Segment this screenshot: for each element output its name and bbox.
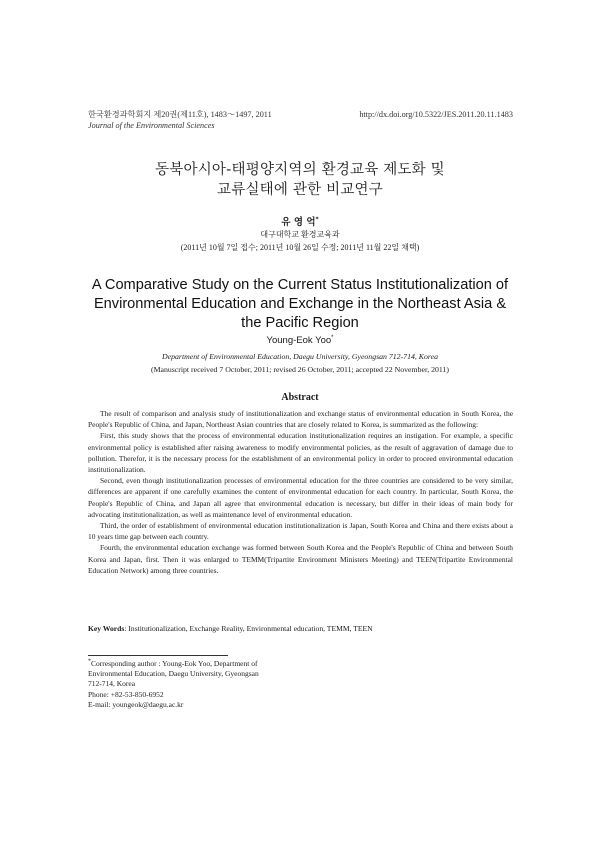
abstract-paragraph: First, this study shows that the process of environmental education institutionalization requires an instigation. For example, a specific environmental policy is established after raising awareness to modify environmental policies, as the result of aggravation of damage due to pollution. Therefor, it is the necessary process for the establishment of an environmental policy in order to proceed environmental education institutionalization. (88, 431, 513, 475)
abstract-paragraph: Fourth, the environmental education exchange was formed between South Korea and the People's Republic of China and between South Korea and Japan, first. Then it was enlarged to TEMM(Tripartite Environment Ministers Meeting) and TEEN(Tripartite Environmental Education Network) among three countries. (88, 543, 513, 575)
affiliation-en: Department of Environmental Education, Daegu University, Gyeongsan 712-714, Korea (162, 352, 438, 361)
author-kr (0, 214, 600, 228)
author-en-name: Young-Eok Yoo (266, 335, 332, 346)
abstract-heading: Abstract (281, 392, 319, 403)
title-kr-line2: 교류실태에 관한 비교연구 (217, 182, 383, 198)
title-en-line1: A Comparative Study on the Current Status Institutionalization of (91, 277, 509, 293)
footnote-line (88, 659, 298, 669)
keywords-value: : Institutionalization, Exchange Reality, Environmental education, TEMM, TEEN (124, 624, 373, 633)
author-kr-mark: * (315, 215, 319, 223)
author-kr-name: 유 영 억 (281, 217, 316, 228)
author-en-mark: * (331, 334, 334, 341)
author-en (0, 335, 600, 346)
title-kr-line1: 동북아시아-태평양지역의 환경교육 제도화 및 (155, 162, 445, 178)
journal-name-en: Journal of the Environmental Sciences (88, 121, 215, 130)
dates-kr: (2011년 10월 7일 접수; 2011년 10월 26일 수정; 2011년 11월 22일 채택) (180, 243, 420, 252)
title-en-line2: Environmental Education and Exchange in the Northeast Asia & (93, 296, 507, 312)
abstract-body (88, 408, 513, 576)
doi-link[interactable]: http://dx.doi.org/10.5322/JES.2011.20.11.1483 (359, 110, 513, 119)
affiliation-kr: 대구대학교 환경교육과 (260, 230, 340, 239)
footnote-email[interactable]: E-mail: youngeok@daegu.ac.kr (88, 699, 184, 709)
footnote (88, 659, 298, 710)
footnote-mark: * (88, 658, 91, 665)
abstract-paragraph: Third, the order of establishment of environmental education institutionalization is Japan, South Korea and China and there exists about a 10 years time gap between each country. (88, 521, 513, 542)
footnote-line: 712-714, Korea (88, 679, 136, 689)
keywords-label: Key Words (88, 624, 125, 633)
footnote-text: Corresponding author : Young-Eok Yoo, Department of (91, 659, 258, 668)
title-en-line3: the Pacific Region (241, 315, 359, 331)
abstract-paragraph: The result of comparison and analysis study of institutionalization and exchange status of environmental education in South Korea, the People's Republic of China, and Japan, Northeast Asian countries that are closely related to Korea, is summarized as the following: (88, 409, 513, 430)
footnote-rule (88, 655, 228, 656)
footnote-phone: Phone: +82-53-850-6952 (88, 689, 164, 699)
journal-citation-kr: 한국환경과학회지 제20권(제11호), 1483～1497, 2011 (88, 110, 272, 119)
footnote-line: Environmental Education, Daegu University, Gyeongsan (88, 669, 259, 679)
keywords (88, 623, 513, 634)
dates-en: (Manuscript received 7 October, 2011; revised 26 October, 2011; accepted 22 November, 2011) (150, 365, 450, 374)
abstract-paragraph: Second, even though institutionalization processes of environmental education for the three countries are considered to be very similar, differences are apparent if one carefully examines the content of environmental education for each country. In particular, South Korea, the People's Republic of China, and Japan all agree that environmental education is necessary, but differ in their ideas of main body for advocating institutionalization, as well as maintenance level of environmental education. (88, 476, 513, 519)
